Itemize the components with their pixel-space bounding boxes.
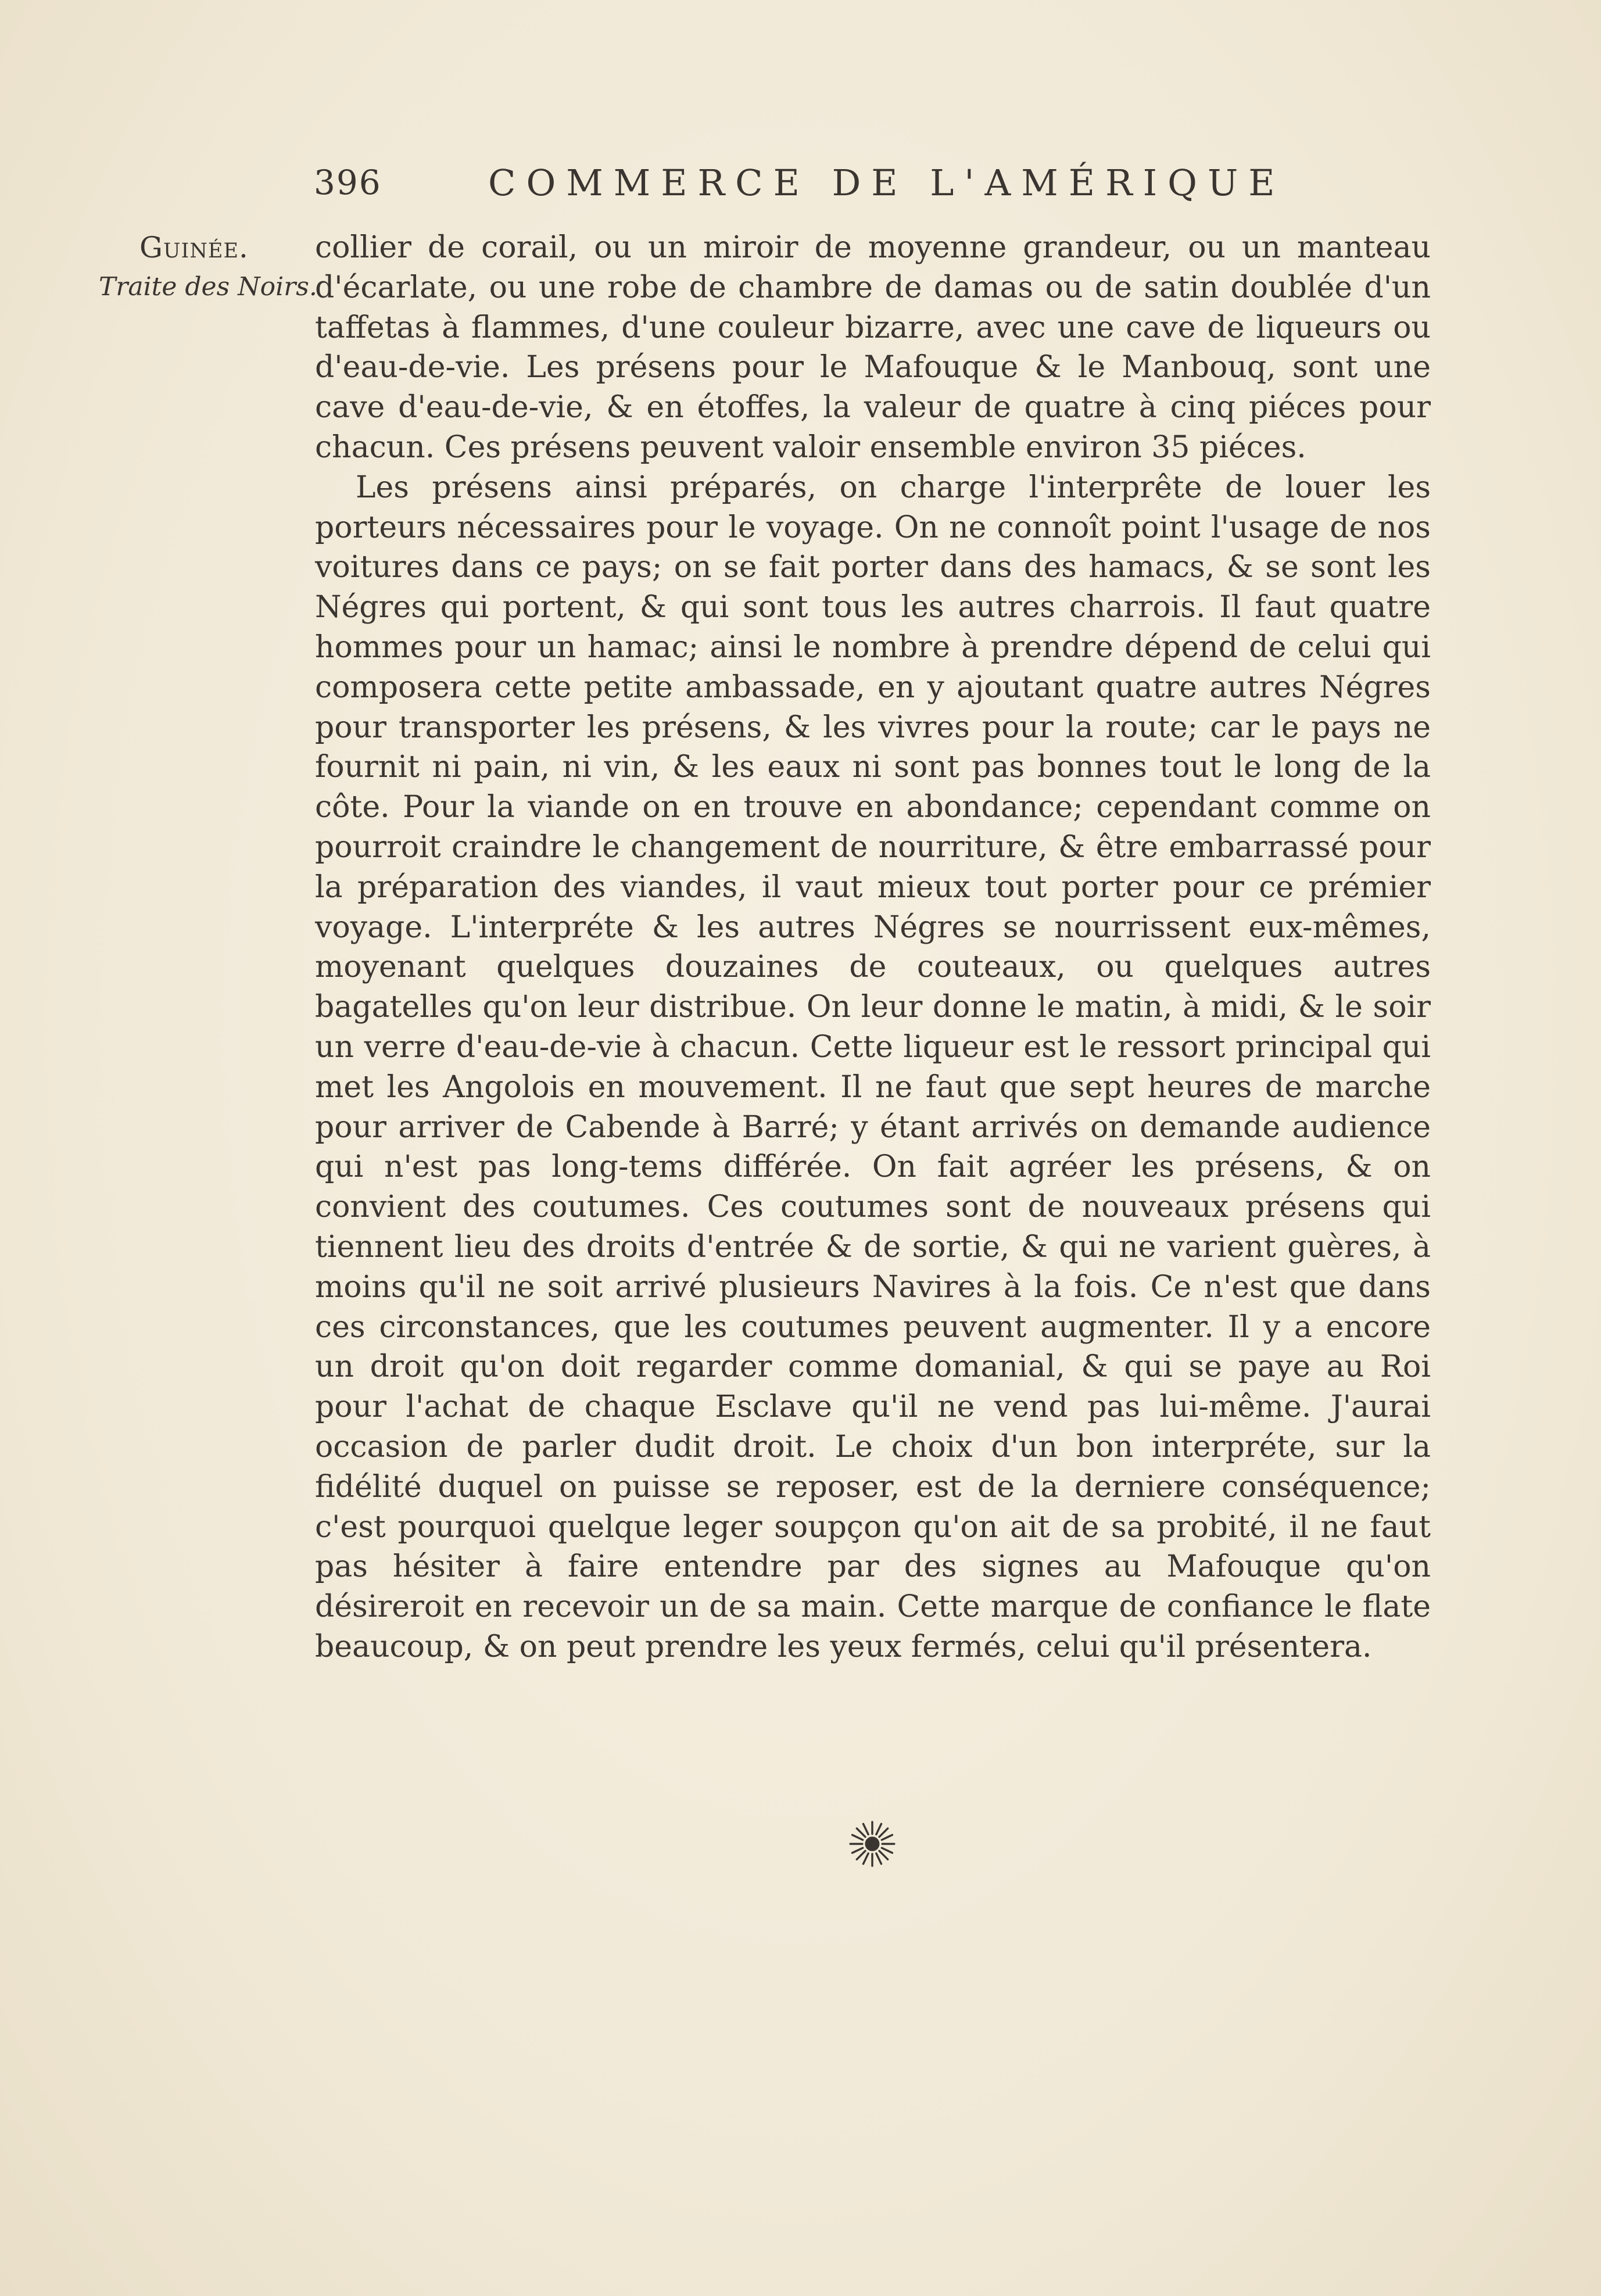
running-head: COMMERCE DE L'AMÉRIQUE [488,162,1285,204]
page-number: 396 [314,163,382,202]
fleuron-ornament-icon [847,1819,897,1869]
margin-notes [99,228,317,307]
margin-topic-note: Traite des Noirs. [99,272,317,302]
paragraph-continuation: collier de corail, ou un miroir de moyenne grandeur, ou un manteau d'écarlate, ou une robe de chambre de damas ou de satin doublée d'un taffetas à flammes, d'une couleur bizarre, avec une cave de liqueurs ou d'eau-de-vie. Les présens pour le Mafouque & le Manbouq, sont une cave d'eau-de-vie, & en étoffes, la valeur de quatre à cinq piéces pour chacun. Ces présens peuvent valoir ensemble environ 35 piéces. [315,230,1431,465]
page-header [314,157,1313,215]
margin-region-note: Guinée. [139,231,249,264]
body-text [315,228,1431,1667]
paragraph-main: Les présens ainsi préparés, on charge l'interprête de louer les porteurs nécessaires pour le voyage. On ne connoît point l'usage de nos voitures dans ce pays; on se fait porter dans des hamacs, & se sont les Négres qui portent, & qui sont tous les autres charrois. Il faut quatre hommes pour un hamac; ainsi le nombre à prendre dépend de celui qui composera cette petite ambassade, en y ajoutant quatre autres Négres pour transporter les présens, & les vivres pour la route; car le pays ne fournit ni pain, ni vin, & les eaux ni sont pas bonnes tout le long de la côte. Pour la viande on en trouve en abondance; cependant comme on pourroit craindre le changement de nourriture, & être embarrassé pour la préparation des viandes, il vaut mieux tout porter pour ce prémier voyage. L'interpréte & les autres Négres se nourrissent eux-mêmes, moyenant quelques douzaines de couteaux, ou quelques autres bagatelles qu'on leur distribue. On leur donne le matin, à midi, & le soir un verre d'eau-de-vie à chacun. Cette liqueur est le ressort principal qui met les Angolois en mouvement. Il ne faut que sept heures de marche pour arriver de Cabende à Barré; y étant arrivés on demande audience qui n'est pas long-tems différée. On fait agréer les présens, & on convient des coutumes. Ces coutumes sont de nouveaux présens qui tiennent lieu des droits d'entrée & de sortie, & qui ne varient guères, à moins qu'il ne soit arrivé plusieurs Navires à la fois. Ce n'est que dans ces circonstances, que les coutumes peuvent augmenter. Il y a encore un droit qu'on doit regarder comme domanial, & qui se paye au Roi pour l'achat de chaque Esclave qu'il ne vend pas lui-même. J'aurai occasion de parler dudit droit. Le choix d'un bon interpréte, sur la fidélité duquel on puisse se reposer, est de la derniere conséquence; c'est pourquoi quelque leger soupçon qu'on ait de sa probité, il ne faut pas hésiter à faire entendre par des signes au Mafouque qu'on désireroit en recevoir un de sa main. Cette marque de confiance le flate beaucoup, & on peut prendre les yeux fermés, celui qu'il présentera. [315,470,1431,1664]
